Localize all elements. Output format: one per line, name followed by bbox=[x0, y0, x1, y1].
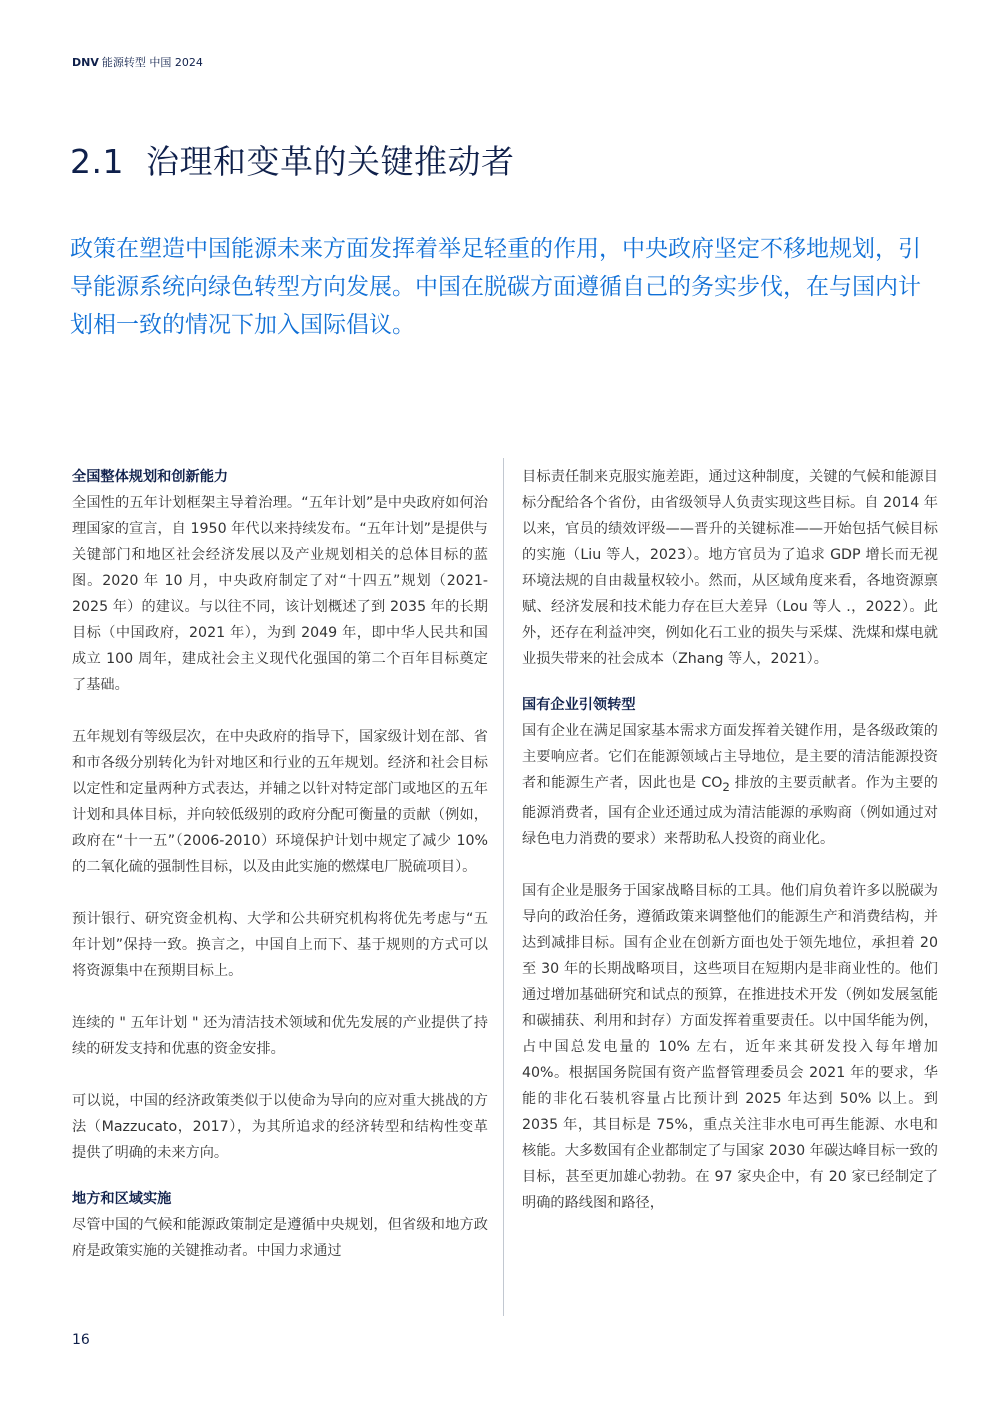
header-brand: DNV bbox=[72, 56, 99, 69]
section-title-text: 治理和变革的关键推动者 bbox=[146, 142, 515, 181]
paragraph: 预计银行、研究资金机构、大学和公共研究机构将优先考虑与“五年计划”保持一致。换言之，中国自上而下、基于规则的方式可以将资源集中在预期目标上。 bbox=[72, 911, 488, 979]
running-header bbox=[72, 54, 203, 70]
heading-soe-transition: 国有企业引领转型 bbox=[522, 697, 636, 713]
paragraph: 国有企业是服务于国家战略目标的工具。他们肩负着许多以脱碳为导向的政治任务，遵循政策来调整他们的能源生产和消费结构，并达到减排目标。国有企业在创新方面也处于领先地位，承担着 20 至 30 年的长期战略项目，这些项目在短期内是非商业性的。他们通过增加基础研究和试点的预算，在推进技术开发（例如发展氢能和碳捕获、利用和封存）方面发挥着重要责任。以中国华能为例，占中国总发电量的 10% 左右，近年来其研发投入每年增加 40%。根据国务院国有资产监督管理委员会 2021 年的要求，华能的非化石装机容量占比预计到 2025 年达到 50% 以上。到 2035 年，其目标是 75%，重点关注非水电可再生能源、水电和核能。大多数国有企业都制定了与国家 2030 年碳达峰目标一致的目标，甚至更加雄心勃勃。在 97 家央企中，有 20 家已经制定了明确的路线图和路径， bbox=[522, 882, 938, 1211]
paragraph: 全国性的五年计划框架主导着治理。“五年计划”是中央政府如何治理国家的宣言，自 1950 年代以来持续发布。“五年计划”是提供与关键部门和地区社会经济发展以及产业规划相关的总体目标的蓝图。2020 年 10 月，中央政府制定了对“十四五”规划（2021-2025 年）的建议。与以往不同，该计划概述了到 2035 年的长期目标（中国政府，2021 年），为到 2049 年，即中华人民共和国成立 100 周年，建成社会主义现代化强国的第二个百年目标奠定了基础。 bbox=[72, 495, 488, 693]
paragraph: 目标责任制来克服实施差距，通过这种制度，关键的气候和能源目标分配给各个省份，由省级领导人负责实现这些目标。自 2014 年以来，官员的绩效评级——晋升的关键标准——开始包括气候目标的实施（Liu 等人，2023）。地方官员为了追求 GDP 增长而无视环境法规的自由裁量权较小。然而，从区域角度来看，各地资源禀赋、经济发展和技术能力存在巨大差异（Lou 等人 .，2022）。此外，还存在利益冲突，例如化石工业的损失与采煤、洗煤和煤电就业损失带来的社会成本（Zhang 等人，2021）。 bbox=[522, 469, 938, 667]
section-title bbox=[70, 136, 515, 183]
header-title: 能源转型 中国 2024 bbox=[101, 56, 203, 69]
heading-national-planning: 全国整体规划和创新能力 bbox=[72, 469, 229, 485]
paragraph: 连续的 " 五年计划 " 还为清洁技术领域和优先发展的产业提供了持续的研发支持和优惠的资金安排。 bbox=[72, 1015, 488, 1057]
section-number: 2.1 bbox=[70, 142, 124, 181]
paragraph-text: 国有企业在满足国家基本需求方面发挥着关键作用，是各级政策的主要响应者。它们在能源领域占主导地位，是主要的清洁能源投资者和能源生产者，因此也是 CO bbox=[522, 723, 938, 791]
heading-local-implementation: 地方和区域实施 bbox=[72, 1191, 172, 1207]
subscript: 2 bbox=[722, 779, 730, 794]
page-number: 16 bbox=[72, 1332, 90, 1348]
paragraph: 尽管中国的气候和能源政策制定是遵循中央规划，但省级和地方政府是政策实施的关键推动者。中国力求通过 bbox=[72, 1217, 488, 1259]
paragraph bbox=[522, 718, 938, 852]
paragraph: 五年规划有等级层次，在中央政府的指导下，国家级计划在部、省和市各级分别转化为针对地区和行业的五年规划。经济和社会目标以定性和定量两种方式表达，并辅之以针对特定部门或地区的五年计划和具体目标，并向较低级别的政府分配可衡量的贡献（例如，政府在“十一五”（2006-2010）环境保护计划中规定了减少 10% 的二氧化硫的强制性目标，以及由此实施的燃煤电厂脱硫项目）。 bbox=[72, 729, 488, 875]
left-column bbox=[72, 464, 488, 1264]
right-column bbox=[522, 464, 938, 1216]
paragraph-text: 排放的主要贡献者。作为主要的能源消费者，国有企业还通过成为清洁能源的承购商（例如通过对绿色电力消费的要求）来帮助私人投资的商业化。 bbox=[522, 775, 938, 847]
column-divider bbox=[503, 458, 504, 1316]
paragraph: 可以说，中国的经济政策类似于以使命为导向的应对重大挑战的方法（Mazzucato，2017），为其所追求的经济转型和结构性变革提供了明确的未来方向。 bbox=[72, 1093, 488, 1161]
lead-paragraph: 政策在塑造中国能源未来方面发挥着举足轻重的作用，中央政府坚定不移地规划，引导能源系统向绿色转型方向发展。中国在脱碳方面遵循自己的务实步伐，在与国内计划相一致的情况下加入国际倡议。 bbox=[70, 236, 921, 338]
